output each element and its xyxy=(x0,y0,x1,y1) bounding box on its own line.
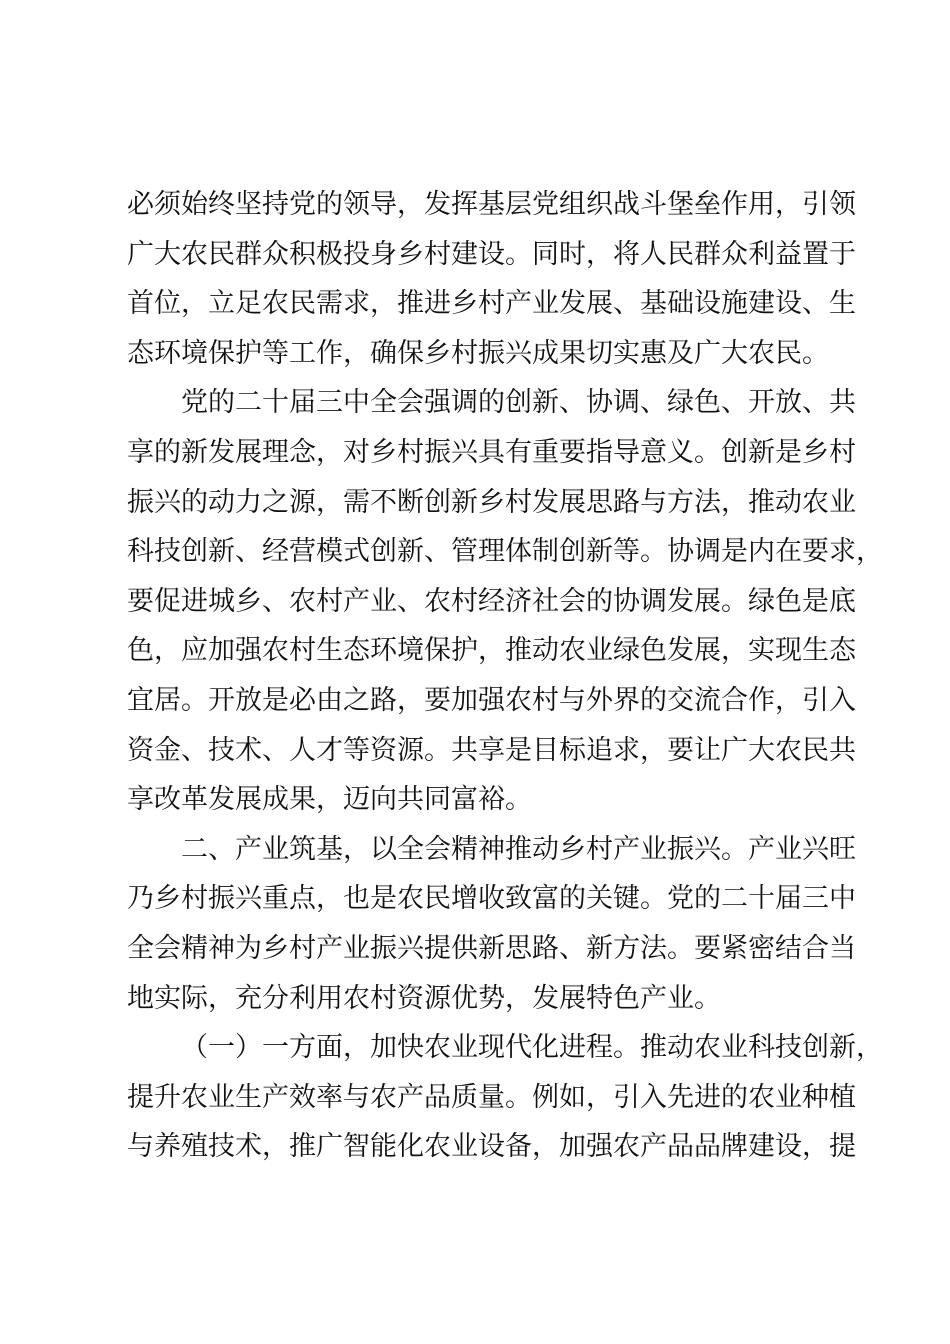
text-line: 宜居。开放是必由之路，要加强农村与外界的交流合作，引入 xyxy=(127,684,856,716)
text-line: 党的二十届三中全会强调的创新、协调、绿色、开放、共 xyxy=(181,387,856,419)
paragraph-3-heading xyxy=(127,825,856,1023)
text-line: 振兴的动力之源，需不断创新乡村发展思路与方法，推动农业 xyxy=(127,486,856,518)
document-body xyxy=(127,180,883,1172)
text-line: 地实际，充分利用农村资源优势，发展特色产业。 xyxy=(127,982,721,1014)
paragraph-1 xyxy=(127,180,856,378)
text-line: 二、产业筑基，以全会精神推动乡村产业振兴。产业兴旺 xyxy=(181,833,856,865)
text-line: 提升农业生产效率与农产品质量。例如，引入先进的农业种植 xyxy=(127,1081,856,1113)
text-line: 与养殖技术，推广智能化农业设备，加强农产品品牌建设，提 xyxy=(127,1131,856,1163)
text-line: 科技创新、经营模式创新、管理体制创新等。协调是内在要求， xyxy=(127,536,883,568)
text-line: 态环境保护等工作，确保乡村振兴成果切实惠及广大农民。 xyxy=(127,337,829,369)
paragraph-4 xyxy=(127,1023,883,1172)
paragraph-2 xyxy=(127,378,883,824)
text-line: 享的新发展理念，对乡村振兴具有重要指导意义。创新是乡村 xyxy=(127,436,856,468)
text-line: 资金、技术、人才等资源。共享是目标追求，要让广大农民共 xyxy=(127,734,856,766)
text-line: 享改革发展成果，迈向共同富裕。 xyxy=(127,784,532,816)
text-line: 乃乡村振兴重点，也是农民增收致富的关键。党的二十届三中 xyxy=(127,883,856,915)
text-line: 要促进城乡、农村产业、农村经济社会的协调发展。绿色是底 xyxy=(127,585,856,617)
text-line: （一）一方面，加快农业现代化进程。推动农业科技创新， xyxy=(181,1032,883,1064)
text-line: 广大农民群众积极投身乡村建设。同时，将人民群众利益置于 xyxy=(127,238,856,270)
text-line: 色，应加强农村生态环境保护，推动农业绿色发展，实现生态 xyxy=(127,635,856,667)
text-line: 必须始终坚持党的领导，发挥基层党组织战斗堡垒作用，引领 xyxy=(127,189,856,220)
text-line: 全会精神为乡村产业振兴提供新思路、新方法。要紧密结合当 xyxy=(127,932,856,964)
text-line: 首位，立足农民需求，推进乡村产业发展、基础设施建设、生 xyxy=(127,288,856,320)
